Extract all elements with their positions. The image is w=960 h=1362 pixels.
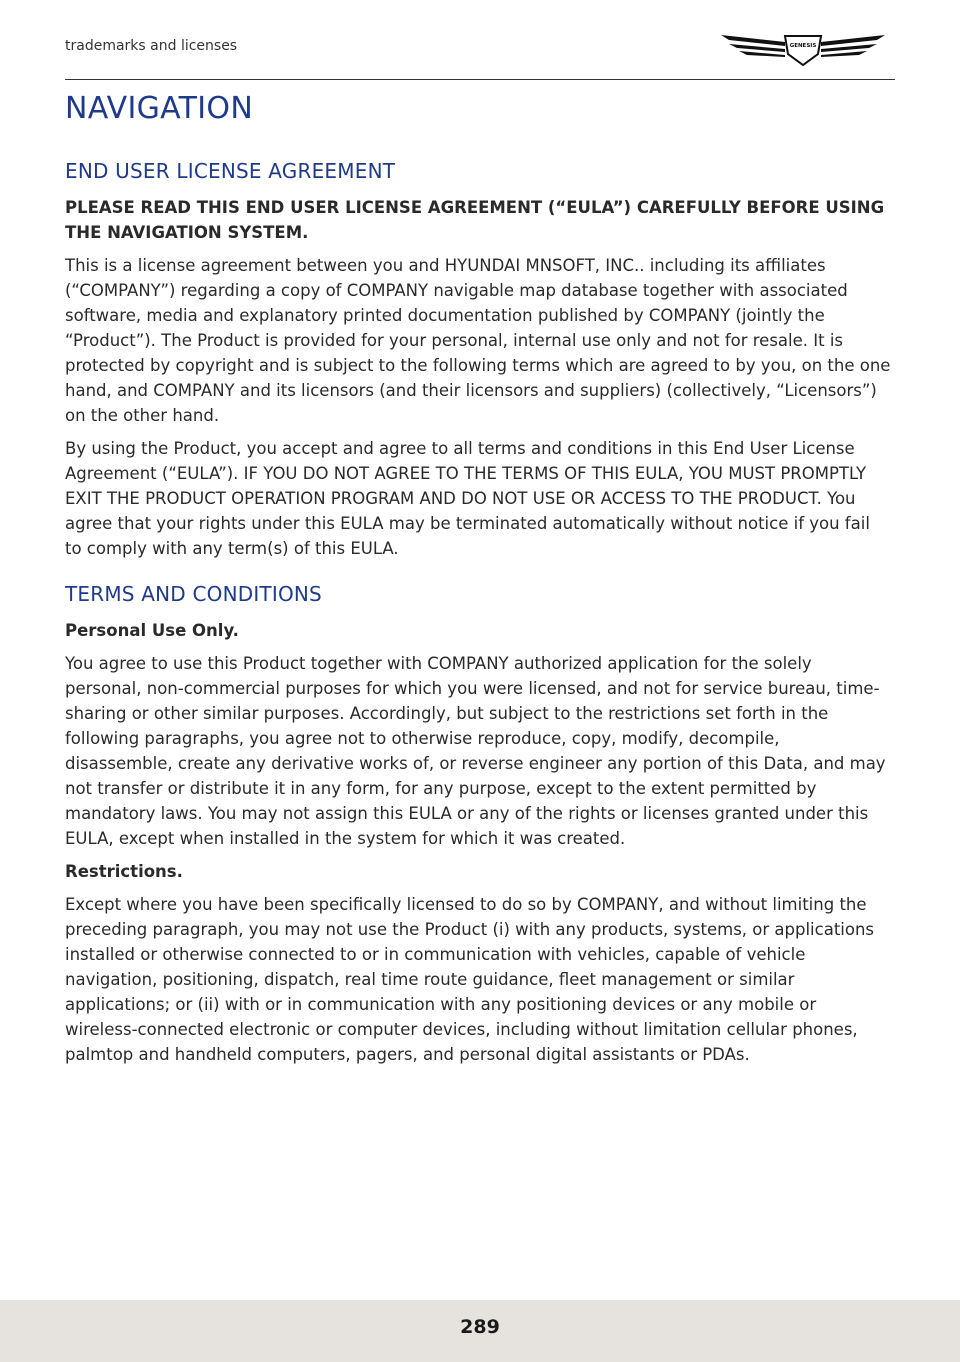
restrictions-heading: Restrictions. xyxy=(65,862,183,881)
page-footer xyxy=(0,1300,960,1362)
eula-paragraph-1: This is a license agreement between you and HYUNDAI MNSOFT, INC.. including its affiliates (“COMPANY”) regarding a copy of COMPANY navigable map database together with associated software, media and explanatory printed documentation published by COMPANY (jointly the “Product”). The Product is provided for your personal, internal use only and not for resale. It is protected by copyright and is subject to the following terms which are agreed to by you, on the one hand, and COMPANY and its licensors (and their licensors and suppliers) (collectively, “Licensors”) on the other hand. xyxy=(65,256,891,425)
eula-intro: PLEASE READ THIS END USER LICENSE AGREEMENT (“EULA”) CAREFULLY BEFORE USING THE NAVIGATION SYSTEM. xyxy=(65,198,885,242)
personal-use-heading: Personal Use Only. xyxy=(65,621,239,640)
page-header xyxy=(65,0,895,80)
terms-title: TERMS AND CONDITIONS xyxy=(65,582,322,606)
personal-use-text: You agree to use this Product together with COMPANY authorized application for the solely personal, non-commercial purposes for which you were licensed, and not for service bureau, time-sharing or other similar purposes. Accordingly, but subject to the restrictions set forth in the following paragraphs, you agree not to otherwise reproduce, copy, modify, decompile, disassemble, create any derivative works of, or reverse engineer any portion of this Data, and may not transfer or distribute it in any form, for any purpose, except to the extent permitted by mandatory laws. You may not assign this EULA or any of the rights or licenses granted under this EULA, except when installed in the system for which it was created. xyxy=(65,654,886,848)
genesis-logo xyxy=(719,31,887,67)
eula-paragraph-2: By using the Product, you accept and agree to all terms and conditions in this End User License Agreement (“EULA”). IF YOU DO NOT AGREE TO THE TERMS OF THIS EULA, YOU MUST PROMPTLY EXIT THE PRODUCT OPERATION PROGRAM AND DO NOT USE OR ACCESS TO THE PRODUCT. You agree that your rights under this EULA may be terminated automatically without notice if you fail to comply with any term(s) of this EULA. xyxy=(65,439,870,558)
page-content xyxy=(65,92,891,1075)
eula-title: END USER LICENSE AGREEMENT xyxy=(65,159,396,183)
section-title: NAVIGATION xyxy=(65,91,254,126)
page-number: 289 xyxy=(460,1316,500,1338)
running-head: trademarks and licenses xyxy=(65,38,238,54)
restrictions-text: Except where you have been specifically licensed to do so by COMPANY, and without limiting the preceding paragraph, you may not use the Product (i) with any products, systems, or applications installed or otherwise connected to or in communication with vehicles, capable of vehicle navigation, positioning, dispatch, real time route guidance, fleet management or similar applications; or (ii) with or in communication with any positioning devices or any mobile or wireless-connected electronic or computer devices, including without limitation cellular phones, palmtop and handheld computers, pagers, and personal digital assistants or PDAs. xyxy=(65,895,875,1064)
svg-text:GENESIS: GENESIS xyxy=(789,43,817,49)
